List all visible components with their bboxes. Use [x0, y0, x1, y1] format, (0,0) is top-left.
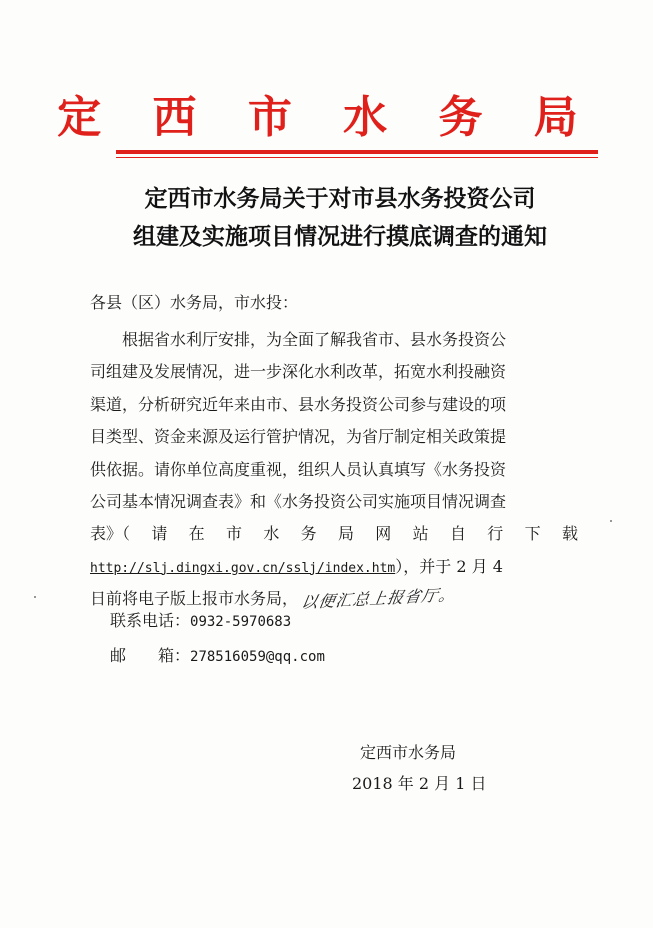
- handwritten-note: 以便汇总上报省厅。: [299, 585, 458, 613]
- spaced-char: 水: [263, 524, 280, 544]
- notice-title-line-2: 组建及实施项目情况进行摸底调查的通知: [133, 223, 547, 250]
- scan-speck: [610, 520, 612, 522]
- spaced-char: 市: [225, 524, 242, 544]
- download-url-link[interactable]: http://slj.dingxi.gov.cn/sslj/index.htm: [90, 560, 396, 576]
- email-label: 邮 箱：: [110, 646, 191, 665]
- spaced-char: 载: [561, 524, 578, 544]
- spaced-char: 行: [487, 524, 504, 544]
- spaced-char: 请: [151, 524, 168, 544]
- phone-label: 联系电话：: [110, 611, 191, 630]
- body-line-5: 供依据。请你单位高度重视，组织人员认真填写《水务投资: [90, 459, 507, 479]
- body-line-2: 司组建及发展情况，进一步深化水利改革，拓宽水利投融资: [90, 362, 507, 382]
- spaced-char: 自: [449, 524, 466, 544]
- signature-org: 定西市水务局: [360, 743, 457, 762]
- spaced-char: 务: [300, 524, 317, 544]
- notice-title: [60, 180, 620, 256]
- notice-title-line-1: 定西市水务局关于对市县水务投资公司: [144, 185, 536, 212]
- body-line-8: [90, 551, 578, 583]
- deadline-text: 日前将电子版上报市水务局，: [90, 589, 299, 609]
- salutation: 各县（区）水务局，市水投：: [90, 293, 299, 312]
- body-line-4: 目类型、资金来源及运行管护情况，为省厅制定相关政策提: [90, 427, 507, 447]
- signature-date: 2018 年 2 月 1 日: [352, 774, 487, 793]
- after-url-text: ），并于 2 月 4: [395, 556, 503, 576]
- body-line-1: 根据省水利厅安排，为全面了解我省市、县水务投资公: [90, 330, 507, 349]
- spaced-char: 下: [524, 524, 541, 544]
- spaced-char: 网: [375, 524, 392, 544]
- letterhead-rule-thick: [116, 150, 598, 154]
- spaced-char: 局: [337, 524, 354, 544]
- letterhead-title: 定 西 市 水 务 局: [57, 92, 596, 143]
- scan-speck: [34, 596, 36, 598]
- body-line-7-spaced: [90, 518, 578, 550]
- spaced-char: 在: [188, 524, 205, 544]
- contact-phone: [110, 610, 291, 633]
- email-value: 278516059@qq.com: [190, 649, 325, 665]
- body-line-3: 渠道，分析研究近年来由市、县水务投资公司参与建设的项: [90, 394, 507, 414]
- body-line-6: 公司基本情况调查表》和《水务投资公司实施项目情况调查: [90, 491, 507, 511]
- spaced-char: 表》（: [90, 524, 131, 544]
- letterhead-rule-thin: [116, 157, 598, 158]
- spaced-char: 站: [412, 524, 429, 544]
- contact-email: [110, 645, 325, 668]
- phone-value: 0932-5970683: [190, 614, 292, 630]
- notice-body: [90, 324, 578, 616]
